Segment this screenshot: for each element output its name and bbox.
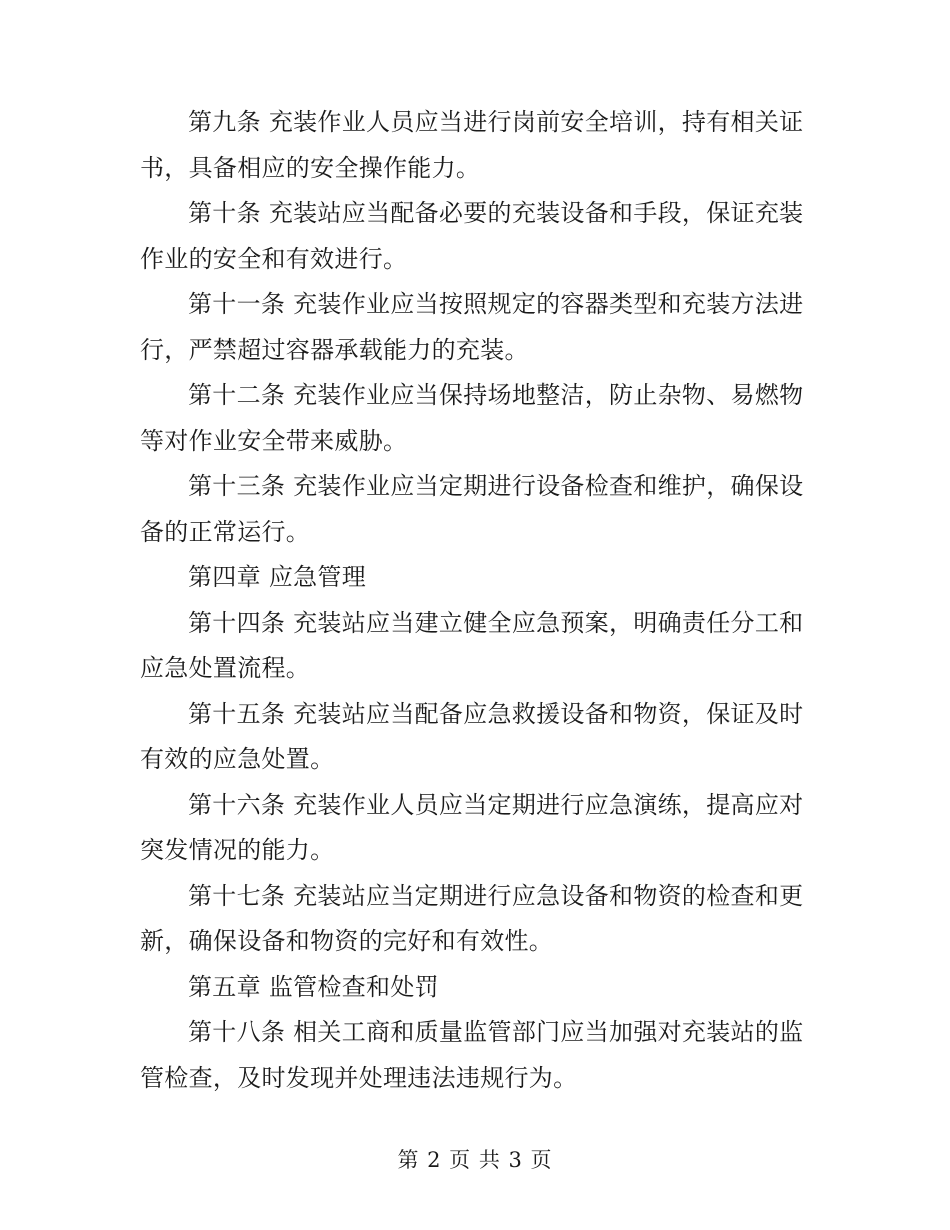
article-14: 第十四条 充装站应当建立健全应急预案，明确责任分工和应急处置流程。	[140, 608, 804, 682]
article-17: 第十七条 充装站应当定期进行应急设备和物资的检查和更新，确保设备和物资的完好和有效性。	[140, 881, 804, 955]
article-12: 第十二条 充装作业应当保持场地整洁，防止杂物、易燃物等对作业安全带来威胁。	[140, 381, 804, 455]
document-body	[140, 100, 812, 1101]
article-13: 第十三条 充装作业应当定期进行设备检查和维护，确保设备的正常运行。	[140, 472, 804, 546]
article-10: 第十条 充装站应当配备必要的充装设备和手段，保证充装作业的安全和有效进行。	[140, 199, 804, 273]
chapter-4-heading: 第四章 应急管理	[188, 563, 367, 591]
article-18: 第十八条 相关工商和质量监管部门应当加强对充装站的监管检查，及时发现并处理违法违规行为。	[140, 1018, 804, 1092]
article-9: 第九条 充装作业人员应当进行岗前安全培训，持有相关证书，具备相应的安全操作能力。	[140, 108, 804, 182]
article-11: 第十一条 充装作业应当按照规定的容器类型和充装方法进行，严禁超过容器承载能力的充装。	[140, 290, 804, 364]
chapter-5-heading: 第五章 监管检查和处罚	[188, 972, 439, 1001]
page-number-footer: 第 2 页 共 3 页	[397, 1148, 553, 1172]
article-15: 第十五条 充装站应当配备应急救援设备和物资，保证及时有效的应急处置。	[140, 699, 804, 773]
article-16: 第十六条 充装作业人员应当定期进行应急演练，提高应对突发情况的能力。	[140, 790, 804, 864]
